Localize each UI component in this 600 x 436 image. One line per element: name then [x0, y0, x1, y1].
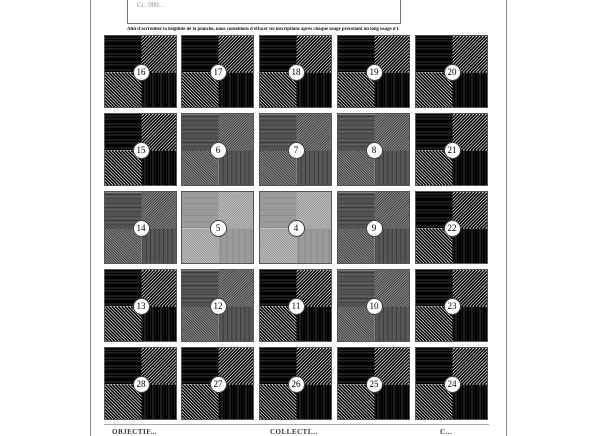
panel-number-badge: 17 [210, 64, 227, 81]
panel-number-badge: 6 [210, 142, 227, 159]
legibility-notice: Afin d'acrréditer la lisigibité de la planche, nous conseillons d'effacer les inscriptions après chaque usage précédant un long usage d'Instituttion. [127, 27, 399, 32]
footer-right-label: C... [440, 428, 453, 436]
panel-number-badge: 16 [133, 64, 150, 81]
panel-number-badge: 22 [444, 220, 461, 237]
panel-number-badge: 4 [288, 220, 305, 237]
resolution-panel-24 [415, 347, 488, 420]
header-box [127, 0, 401, 24]
panel-number-badge: 21 [444, 142, 461, 159]
panel-number-badge: 27 [210, 376, 227, 393]
resolution-panel-18 [259, 35, 332, 108]
resolution-panel-15 [104, 113, 177, 186]
resolution-panel-23 [415, 269, 488, 342]
resolution-panel-11 [259, 269, 332, 342]
panel-number-badge: 20 [444, 64, 461, 81]
resolution-panel-20 [415, 35, 488, 108]
resolution-panel-10 [337, 269, 410, 342]
resolution-panel-26 [259, 347, 332, 420]
resolution-panel-6 [181, 113, 254, 186]
resolution-panel-21 [415, 113, 488, 186]
panel-number-badge: 23 [444, 298, 461, 315]
resolution-panel-25 [337, 347, 410, 420]
panel-number-badge: 24 [444, 376, 461, 393]
panel-number-badge: 8 [366, 142, 383, 159]
resolution-panel-4 [259, 191, 332, 264]
resolution-panel-17 [181, 35, 254, 108]
resolution-panel-28 [104, 347, 177, 420]
panel-number-badge: 14 [133, 220, 150, 237]
panel-number-badge: 11 [288, 298, 305, 315]
panel-number-badge: 7 [288, 142, 305, 159]
resolution-panel-27 [181, 347, 254, 420]
footer-center-label: COLLECTI... [270, 428, 318, 436]
panel-number-badge: 10 [366, 298, 383, 315]
resolution-panel-5 [181, 191, 254, 264]
resolution-panel-7 [259, 113, 332, 186]
panel-number-badge: 26 [288, 376, 305, 393]
footer-divider [104, 424, 489, 425]
panel-number-badge: 28 [133, 376, 150, 393]
panel-number-badge: 13 [133, 298, 150, 315]
footer-left-label: OBJECTIF... [112, 428, 158, 436]
panel-number-badge: 25 [366, 376, 383, 393]
panel-number-badge: 15 [133, 142, 150, 159]
panel-number-badge: 5 [210, 220, 227, 237]
resolution-panel-13 [104, 269, 177, 342]
panel-number-badge: 18 [288, 64, 305, 81]
panel-number-badge: 9 [366, 220, 383, 237]
resolution-panel-14 [104, 191, 177, 264]
panel-number-badge: 12 [210, 298, 227, 315]
panel-number-badge: 19 [366, 64, 383, 81]
resolution-panel-12 [181, 269, 254, 342]
resolution-panel-9 [337, 191, 410, 264]
resolution-panel-19 [337, 35, 410, 108]
header-box-text: Cc. 000... [137, 1, 165, 9]
resolution-panel-16 [104, 35, 177, 108]
resolution-panel-22 [415, 191, 488, 264]
resolution-panel-8 [337, 113, 410, 186]
